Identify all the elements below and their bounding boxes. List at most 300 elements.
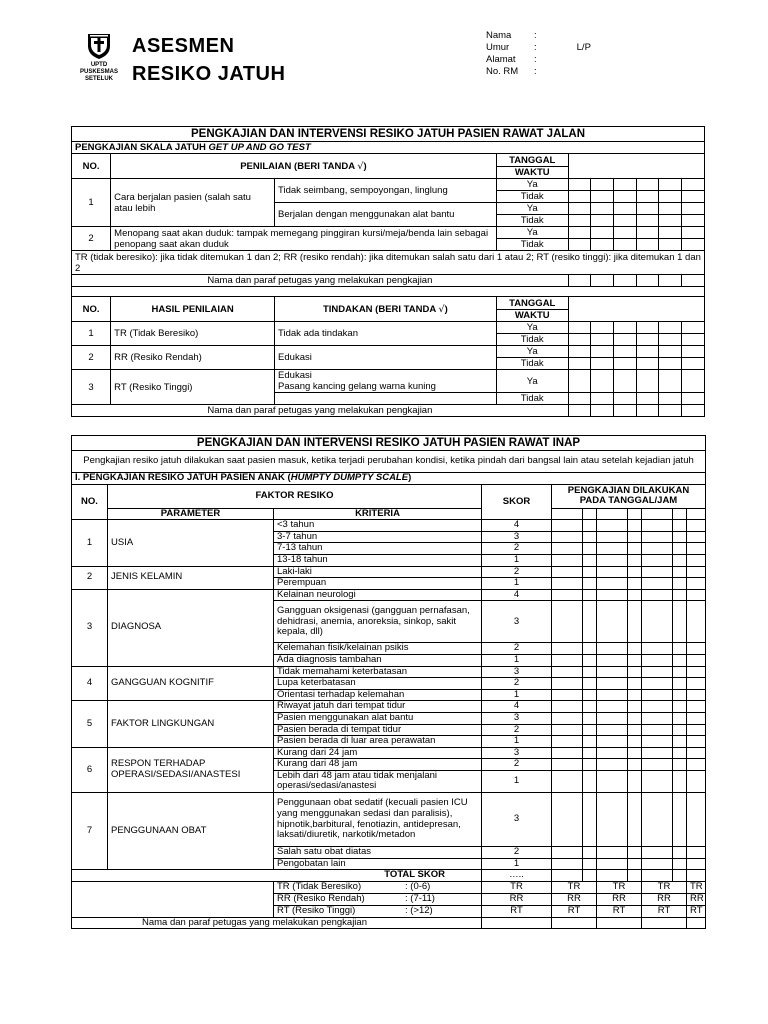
- score-cell[interactable]: [583, 531, 597, 543]
- check-cell[interactable]: [659, 393, 682, 405]
- score-cell[interactable]: [628, 654, 642, 666]
- check-cell[interactable]: [591, 358, 614, 370]
- risk-code[interactable]: RT: [642, 905, 687, 917]
- score-cell[interactable]: [583, 689, 597, 701]
- date-cell[interactable]: [673, 508, 687, 520]
- date-cell[interactable]: [597, 508, 628, 520]
- hasil-label: RT (Resiko Tinggi): [111, 370, 275, 405]
- check-cell[interactable]: [591, 393, 614, 405]
- label-umur: Umur: [486, 42, 510, 53]
- score-cell[interactable]: [642, 689, 673, 701]
- score-cell[interactable]: [583, 747, 597, 759]
- score-cell[interactable]: [628, 678, 642, 690]
- score-cell[interactable]: [628, 759, 642, 771]
- score-cell[interactable]: [673, 566, 687, 578]
- answer-ya[interactable]: Ya: [496, 179, 568, 191]
- score-cell[interactable]: [628, 858, 642, 870]
- score-cell[interactable]: [552, 712, 583, 724]
- score-cell[interactable]: [583, 712, 597, 724]
- signature-cell[interactable]: [552, 917, 597, 929]
- check-cell[interactable]: [614, 191, 637, 203]
- score-cell[interactable]: [552, 701, 583, 713]
- check-cell[interactable]: [614, 346, 637, 358]
- score-cell[interactable]: [552, 689, 583, 701]
- score-cell[interactable]: [642, 578, 673, 590]
- score-cell[interactable]: [583, 589, 597, 601]
- answer-ya[interactable]: Ya: [496, 346, 568, 358]
- score-cell[interactable]: [597, 770, 628, 792]
- total-cell[interactable]: [628, 870, 642, 882]
- check-cell[interactable]: [591, 227, 614, 239]
- total-cell[interactable]: [552, 870, 583, 882]
- check-cell[interactable]: [636, 203, 659, 215]
- score-cell[interactable]: [583, 520, 597, 532]
- score-cell[interactable]: [583, 736, 597, 748]
- score-cell[interactable]: [583, 847, 597, 859]
- check-cell[interactable]: [682, 358, 705, 370]
- score-cell[interactable]: [628, 770, 642, 792]
- score-cell[interactable]: [597, 643, 628, 655]
- score-cell[interactable]: [552, 578, 583, 590]
- score-cell[interactable]: [687, 712, 706, 724]
- score-cell[interactable]: [552, 736, 583, 748]
- check-cell[interactable]: [659, 179, 682, 191]
- signature-cell[interactable]: [687, 917, 706, 929]
- score-cell[interactable]: [583, 578, 597, 590]
- check-cell[interactable]: [682, 203, 705, 215]
- score-cell[interactable]: [552, 678, 583, 690]
- check-cell[interactable]: [636, 322, 659, 334]
- score-cell[interactable]: [673, 578, 687, 590]
- date-cell[interactable]: [583, 508, 597, 520]
- check-cell[interactable]: [568, 179, 591, 191]
- check-cell[interactable]: [591, 322, 614, 334]
- signature-cell[interactable]: [568, 275, 591, 287]
- score-cell[interactable]: [628, 701, 642, 713]
- score-cell[interactable]: [552, 589, 583, 601]
- score-cell[interactable]: [687, 520, 706, 532]
- total-value[interactable]: …..: [482, 870, 552, 882]
- check-cell[interactable]: [659, 203, 682, 215]
- score-cell[interactable]: [642, 589, 673, 601]
- score-cell[interactable]: [642, 666, 673, 678]
- score-cell[interactable]: [583, 701, 597, 713]
- score-cell[interactable]: [642, 770, 673, 792]
- answer-tidak[interactable]: Tidak: [496, 334, 568, 346]
- check-cell[interactable]: [568, 334, 591, 346]
- score-cell[interactable]: [552, 554, 583, 566]
- date-cell[interactable]: [552, 508, 583, 520]
- signature-cell[interactable]: [682, 405, 705, 417]
- risk-code[interactable]: RT: [482, 905, 552, 917]
- check-cell[interactable]: [682, 393, 705, 405]
- check-cell[interactable]: [591, 239, 614, 251]
- score-cell[interactable]: [552, 747, 583, 759]
- check-cell[interactable]: [591, 334, 614, 346]
- score-cell[interactable]: [687, 566, 706, 578]
- score-cell[interactable]: [642, 793, 673, 847]
- score-cell[interactable]: [628, 531, 642, 543]
- score-cell[interactable]: [642, 554, 673, 566]
- score-cell[interactable]: [552, 643, 583, 655]
- score-cell[interactable]: [642, 566, 673, 578]
- score-cell[interactable]: [673, 847, 687, 859]
- score-cell[interactable]: [673, 712, 687, 724]
- score-cell[interactable]: [642, 643, 673, 655]
- risk-code[interactable]: RR: [552, 893, 597, 905]
- check-cell[interactable]: [636, 358, 659, 370]
- answer-tidak[interactable]: Tidak: [496, 191, 568, 203]
- score-cell[interactable]: [628, 554, 642, 566]
- criteria-score: 2: [482, 678, 552, 690]
- score-cell[interactable]: [597, 724, 628, 736]
- score-cell[interactable]: [628, 724, 642, 736]
- check-cell[interactable]: [591, 346, 614, 358]
- score-cell[interactable]: [552, 654, 583, 666]
- signature-label: Nama dan paraf petugas yang melakukan pengkajian: [72, 275, 569, 287]
- check-cell[interactable]: [682, 191, 705, 203]
- score-cell[interactable]: [597, 701, 628, 713]
- check-cell[interactable]: [568, 322, 591, 334]
- answer-tidak[interactable]: Tidak: [496, 393, 568, 405]
- score-cell[interactable]: [642, 759, 673, 771]
- risk-code[interactable]: TR: [597, 881, 642, 893]
- check-cell[interactable]: [659, 215, 682, 227]
- score-cell[interactable]: [642, 724, 673, 736]
- check-cell[interactable]: [614, 358, 637, 370]
- score-cell[interactable]: [687, 858, 706, 870]
- score-cell[interactable]: [628, 747, 642, 759]
- total-cell[interactable]: [642, 870, 673, 882]
- check-cell[interactable]: [682, 334, 705, 346]
- score-cell[interactable]: [552, 770, 583, 792]
- score-cell[interactable]: [597, 793, 628, 847]
- score-cell[interactable]: [597, 520, 628, 532]
- check-cell[interactable]: [636, 215, 659, 227]
- score-cell[interactable]: [597, 554, 628, 566]
- signature-cell[interactable]: [568, 405, 591, 417]
- score-cell[interactable]: [642, 520, 673, 532]
- check-cell[interactable]: [636, 346, 659, 358]
- check-cell[interactable]: [636, 239, 659, 251]
- score-cell[interactable]: [673, 770, 687, 792]
- score-cell[interactable]: [673, 554, 687, 566]
- signature-cell[interactable]: [614, 405, 637, 417]
- score-cell[interactable]: [552, 543, 583, 555]
- check-cell[interactable]: [682, 179, 705, 191]
- score-cell[interactable]: [642, 701, 673, 713]
- check-cell[interactable]: [568, 191, 591, 203]
- score-cell[interactable]: [687, 747, 706, 759]
- score-cell[interactable]: [673, 689, 687, 701]
- score-cell[interactable]: [673, 793, 687, 847]
- check-cell[interactable]: [614, 179, 637, 191]
- score-cell[interactable]: [642, 847, 673, 859]
- score-cell[interactable]: [673, 543, 687, 555]
- score-cell[interactable]: [673, 678, 687, 690]
- score-cell[interactable]: [687, 701, 706, 713]
- check-cell[interactable]: [568, 370, 591, 393]
- check-cell[interactable]: [659, 322, 682, 334]
- score-cell[interactable]: [597, 589, 628, 601]
- score-cell[interactable]: [642, 712, 673, 724]
- score-cell[interactable]: [687, 578, 706, 590]
- score-cell[interactable]: [687, 654, 706, 666]
- score-cell[interactable]: [687, 643, 706, 655]
- score-cell[interactable]: [673, 531, 687, 543]
- check-cell[interactable]: [614, 227, 637, 239]
- answer-tidak[interactable]: Tidak: [496, 215, 568, 227]
- score-cell[interactable]: [687, 847, 706, 859]
- score-cell[interactable]: [673, 666, 687, 678]
- score-cell[interactable]: [583, 654, 597, 666]
- check-cell[interactable]: [659, 358, 682, 370]
- score-cell[interactable]: [597, 543, 628, 555]
- signature-cell[interactable]: [482, 917, 552, 929]
- check-cell[interactable]: [682, 239, 705, 251]
- risk-code[interactable]: TR: [552, 881, 597, 893]
- check-cell[interactable]: [614, 370, 637, 393]
- score-cell[interactable]: [597, 578, 628, 590]
- check-cell[interactable]: [682, 322, 705, 334]
- check-cell[interactable]: [568, 203, 591, 215]
- score-cell[interactable]: [642, 858, 673, 870]
- score-cell[interactable]: [628, 847, 642, 859]
- check-cell[interactable]: [568, 215, 591, 227]
- score-cell[interactable]: [597, 712, 628, 724]
- date-cell[interactable]: [568, 297, 704, 322]
- score-cell[interactable]: [597, 678, 628, 690]
- score-cell[interactable]: [687, 543, 706, 555]
- date-cell[interactable]: [642, 508, 673, 520]
- check-cell[interactable]: [591, 215, 614, 227]
- check-cell[interactable]: [659, 191, 682, 203]
- score-cell[interactable]: [673, 643, 687, 655]
- score-cell[interactable]: [642, 747, 673, 759]
- score-cell[interactable]: [687, 531, 706, 543]
- signature-cell[interactable]: [636, 405, 659, 417]
- score-cell[interactable]: [687, 724, 706, 736]
- check-cell[interactable]: [659, 370, 682, 393]
- score-cell[interactable]: [687, 770, 706, 792]
- score-cell[interactable]: [583, 554, 597, 566]
- score-cell[interactable]: [597, 531, 628, 543]
- risk-code[interactable]: TR: [482, 881, 552, 893]
- signature-cell[interactable]: [597, 917, 642, 929]
- answer-tidak[interactable]: Tidak: [496, 239, 568, 251]
- risk-code[interactable]: RT: [597, 905, 642, 917]
- check-cell[interactable]: [636, 393, 659, 405]
- check-cell[interactable]: [568, 346, 591, 358]
- score-cell[interactable]: [673, 601, 687, 643]
- score-cell[interactable]: [597, 601, 628, 643]
- score-cell[interactable]: [687, 666, 706, 678]
- score-cell[interactable]: [673, 589, 687, 601]
- score-cell[interactable]: [673, 858, 687, 870]
- score-cell[interactable]: [597, 858, 628, 870]
- answer-ya[interactable]: Ya: [496, 203, 568, 215]
- score-cell[interactable]: [628, 712, 642, 724]
- check-cell[interactable]: [636, 334, 659, 346]
- score-cell[interactable]: [687, 689, 706, 701]
- score-cell[interactable]: [597, 759, 628, 771]
- score-cell[interactable]: [552, 520, 583, 532]
- score-cell[interactable]: [583, 543, 597, 555]
- check-cell[interactable]: [636, 370, 659, 393]
- score-cell[interactable]: [673, 701, 687, 713]
- row-no: 2: [72, 227, 111, 251]
- score-cell[interactable]: [597, 666, 628, 678]
- check-cell[interactable]: [614, 322, 637, 334]
- score-cell[interactable]: [687, 589, 706, 601]
- score-cell[interactable]: [597, 566, 628, 578]
- check-cell[interactable]: [636, 179, 659, 191]
- signature-cell[interactable]: [682, 275, 705, 287]
- check-cell[interactable]: [568, 393, 591, 405]
- score-cell[interactable]: [642, 654, 673, 666]
- risk-code[interactable]: RR: [597, 893, 642, 905]
- score-cell[interactable]: [597, 736, 628, 748]
- score-cell[interactable]: [597, 689, 628, 701]
- score-cell[interactable]: [673, 747, 687, 759]
- score-cell[interactable]: [552, 724, 583, 736]
- score-cell[interactable]: [552, 793, 583, 847]
- score-cell[interactable]: [583, 643, 597, 655]
- risk-code[interactable]: RR: [642, 893, 687, 905]
- date-cell[interactable]: [628, 508, 642, 520]
- score-cell[interactable]: [687, 759, 706, 771]
- score-cell[interactable]: [642, 736, 673, 748]
- score-cell[interactable]: [552, 601, 583, 643]
- check-cell[interactable]: [636, 227, 659, 239]
- score-cell[interactable]: [673, 724, 687, 736]
- signature-cell[interactable]: [659, 275, 682, 287]
- answer-tidak[interactable]: Tidak: [496, 358, 568, 370]
- answer-ya[interactable]: Ya: [496, 322, 568, 334]
- risk-code[interactable]: RR: [687, 893, 706, 905]
- answer-ya[interactable]: Ya: [496, 370, 568, 393]
- check-cell[interactable]: [636, 191, 659, 203]
- score-cell[interactable]: [628, 793, 642, 847]
- score-cell[interactable]: [673, 654, 687, 666]
- check-cell[interactable]: [591, 203, 614, 215]
- check-cell[interactable]: [614, 239, 637, 251]
- score-cell[interactable]: [628, 689, 642, 701]
- score-cell[interactable]: [628, 578, 642, 590]
- score-cell[interactable]: [642, 543, 673, 555]
- score-cell[interactable]: [552, 531, 583, 543]
- risk-code[interactable]: RT: [552, 905, 597, 917]
- check-cell[interactable]: [659, 346, 682, 358]
- total-cell[interactable]: [687, 870, 706, 882]
- score-cell[interactable]: [642, 601, 673, 643]
- score-cell[interactable]: [687, 554, 706, 566]
- signature-cell[interactable]: [614, 275, 637, 287]
- score-cell[interactable]: [628, 601, 642, 643]
- total-cell[interactable]: [583, 870, 597, 882]
- score-cell[interactable]: [552, 759, 583, 771]
- answer-ya[interactable]: Ya: [496, 227, 568, 239]
- score-cell[interactable]: [583, 759, 597, 771]
- score-cell[interactable]: [583, 724, 597, 736]
- check-cell[interactable]: [659, 227, 682, 239]
- score-cell[interactable]: [583, 666, 597, 678]
- check-cell[interactable]: [591, 179, 614, 191]
- score-cell[interactable]: [628, 589, 642, 601]
- score-cell[interactable]: [673, 759, 687, 771]
- check-cell[interactable]: [568, 358, 591, 370]
- check-cell[interactable]: [614, 393, 637, 405]
- date-cell[interactable]: [687, 508, 706, 520]
- score-cell[interactable]: [628, 643, 642, 655]
- total-cell[interactable]: [673, 870, 687, 882]
- score-cell[interactable]: [628, 736, 642, 748]
- check-cell[interactable]: [682, 370, 705, 393]
- score-cell[interactable]: [628, 543, 642, 555]
- score-cell[interactable]: [628, 520, 642, 532]
- score-cell[interactable]: [552, 566, 583, 578]
- score-cell[interactable]: [673, 736, 687, 748]
- date-cell[interactable]: [568, 154, 704, 179]
- score-cell[interactable]: [552, 858, 583, 870]
- risk-code[interactable]: RT: [687, 905, 706, 917]
- check-cell[interactable]: [682, 215, 705, 227]
- total-cell[interactable]: [597, 870, 628, 882]
- score-cell[interactable]: [583, 793, 597, 847]
- score-cell[interactable]: [583, 566, 597, 578]
- score-cell[interactable]: [628, 666, 642, 678]
- score-cell[interactable]: [583, 601, 597, 643]
- signature-cell[interactable]: [659, 405, 682, 417]
- signature-cell[interactable]: [636, 275, 659, 287]
- score-cell[interactable]: [583, 858, 597, 870]
- score-cell[interactable]: [552, 666, 583, 678]
- risk-code[interactable]: RR: [482, 893, 552, 905]
- score-cell[interactable]: [597, 654, 628, 666]
- check-cell[interactable]: [568, 239, 591, 251]
- score-cell[interactable]: [687, 678, 706, 690]
- risk-code[interactable]: TR: [687, 881, 706, 893]
- risk-code[interactable]: TR: [642, 881, 687, 893]
- score-cell[interactable]: [673, 520, 687, 532]
- check-cell[interactable]: [659, 334, 682, 346]
- check-cell[interactable]: [591, 191, 614, 203]
- signature-cell[interactable]: [591, 405, 614, 417]
- check-cell[interactable]: [614, 215, 637, 227]
- check-cell[interactable]: [682, 346, 705, 358]
- score-cell[interactable]: [642, 531, 673, 543]
- score-cell[interactable]: [642, 678, 673, 690]
- score-cell[interactable]: [687, 736, 706, 748]
- score-cell[interactable]: [687, 793, 706, 847]
- score-cell[interactable]: [687, 601, 706, 643]
- score-cell[interactable]: [583, 678, 597, 690]
- score-cell[interactable]: [552, 847, 583, 859]
- check-cell[interactable]: [591, 370, 614, 393]
- signature-cell[interactable]: [642, 917, 687, 929]
- score-cell[interactable]: [583, 770, 597, 792]
- check-cell[interactable]: [682, 227, 705, 239]
- signature-cell[interactable]: [591, 275, 614, 287]
- score-cell[interactable]: [597, 847, 628, 859]
- check-cell[interactable]: [659, 239, 682, 251]
- check-cell[interactable]: [568, 227, 591, 239]
- check-cell[interactable]: [614, 334, 637, 346]
- score-cell[interactable]: [597, 747, 628, 759]
- check-cell[interactable]: [614, 203, 637, 215]
- score-cell[interactable]: [628, 566, 642, 578]
- col-skor: SKOR: [482, 484, 552, 520]
